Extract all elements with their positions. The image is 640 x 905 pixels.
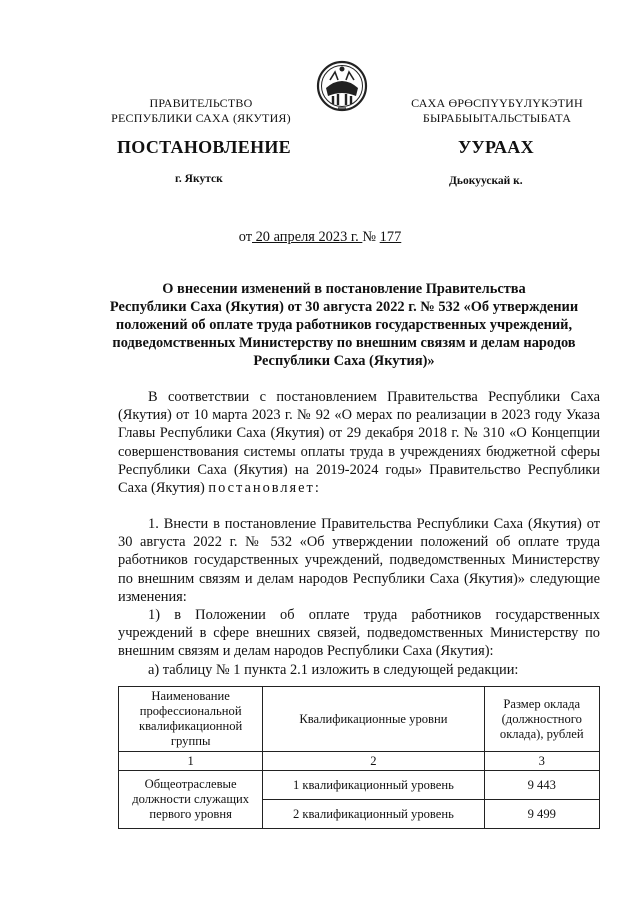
paragraph-item-1: 1. Внести в постановление Правительства Республики Саха (Якутия) от 30 августа 2022 г. № 532 «Об утверждении положений об оплате труда работников государственных учреждений, подведомственных Министерству по внешним связям и делам народов Республики Саха (Якутия)» следующие изменения: <box>118 516 600 605</box>
title-line: положений об оплате труда работников государственных учреждений, <box>115 317 573 333</box>
column-number: 1 <box>119 752 263 771</box>
paragraph-subitem-1: 1) в Положении об оплате труда работников государственных учреждений в сфере внешних связей, подведомственных Министерству по внешним связям и делам народов Республики Саха (Якутия): <box>118 607 600 660</box>
left-header-line2: РЕСПУБЛИКИ САХА (ЯКУТИЯ) <box>111 111 291 125</box>
column-number: 3 <box>484 752 599 771</box>
coat-of-arms-icon <box>316 60 368 116</box>
decree-date: 20 апреля 2023 г. <box>252 229 363 245</box>
paragraph-preamble <box>118 388 600 497</box>
header-cell-levels: Квалификационные уровни <box>263 687 484 752</box>
left-header-line1: ПРАВИТЕЛЬСТВО <box>149 96 253 110</box>
document-title <box>88 280 600 370</box>
header-cell-salary: Размер оклада (должностного оклада), рублей <box>484 687 599 752</box>
right-city: Дьокуускай к. <box>449 175 523 187</box>
title-line: подведомственных Министерству по внешним связям и делам народов <box>112 335 576 351</box>
right-header <box>388 96 606 126</box>
level-cell: 2 квалификационный уровень <box>263 800 484 829</box>
resolves-word: постановляет: <box>208 480 321 497</box>
decree-line <box>0 229 640 246</box>
right-header-line2: БЫРАБЫЫТАЛЬСТЫБАТА <box>422 111 572 125</box>
decree-prefix: от <box>238 229 253 245</box>
table-row <box>119 771 600 800</box>
title-line: Республики Саха (Якутия)» <box>253 353 435 369</box>
right-header-line1: САХА ӨРӨСПҮҮБҮЛҮКЭТИН <box>411 96 583 110</box>
table-header-row <box>119 687 600 752</box>
decree-number: 177 <box>379 229 402 245</box>
left-city: г. Якутск <box>175 173 223 185</box>
table-number-row <box>119 752 600 771</box>
title-line: О внесении изменений в постановление Правительства <box>162 281 526 297</box>
left-doc-title: ПОСТАНОВЛЕНИЕ <box>117 137 291 157</box>
left-header <box>95 96 307 126</box>
title-line: Республики Саха (Якутия) от 30 августа 2022 г. № 532 «Об утверждении <box>109 299 579 315</box>
decree-number-sign: № <box>362 229 380 245</box>
preamble-text: В соответствии с постановлением Правительства Республики Саха (Якутия) от 10 марта 2023 г. № 92 «О мерах по реализации в 2023 году Указа Главы Республики Саха (Якутия) от 29 декабря 2018 г. № 310 «О Концепции совершенствования системы оплаты труда в учреждениях бюджетной сферы Республики Саха (Якутия) на 2019-2024 годы» Правительство Республики Саха (Якутия) <box>118 389 600 497</box>
column-number: 2 <box>263 752 484 771</box>
header-cell-group: Наименование профессиональной квалификационной группы <box>119 687 263 752</box>
salary-cell: 9 499 <box>484 800 599 829</box>
paragraph-subitem-a: а) таблицу № 1 пункта 2.1 изложить в следующей редакции: <box>148 662 519 678</box>
salary-table <box>118 686 600 829</box>
right-doc-title: УУРААХ <box>458 137 534 157</box>
salary-cell: 9 443 <box>484 771 599 800</box>
group-name-cell: Общеотраслевые должности служащих первого уровня <box>119 771 263 829</box>
level-cell: 1 квалификационный уровень <box>263 771 484 800</box>
